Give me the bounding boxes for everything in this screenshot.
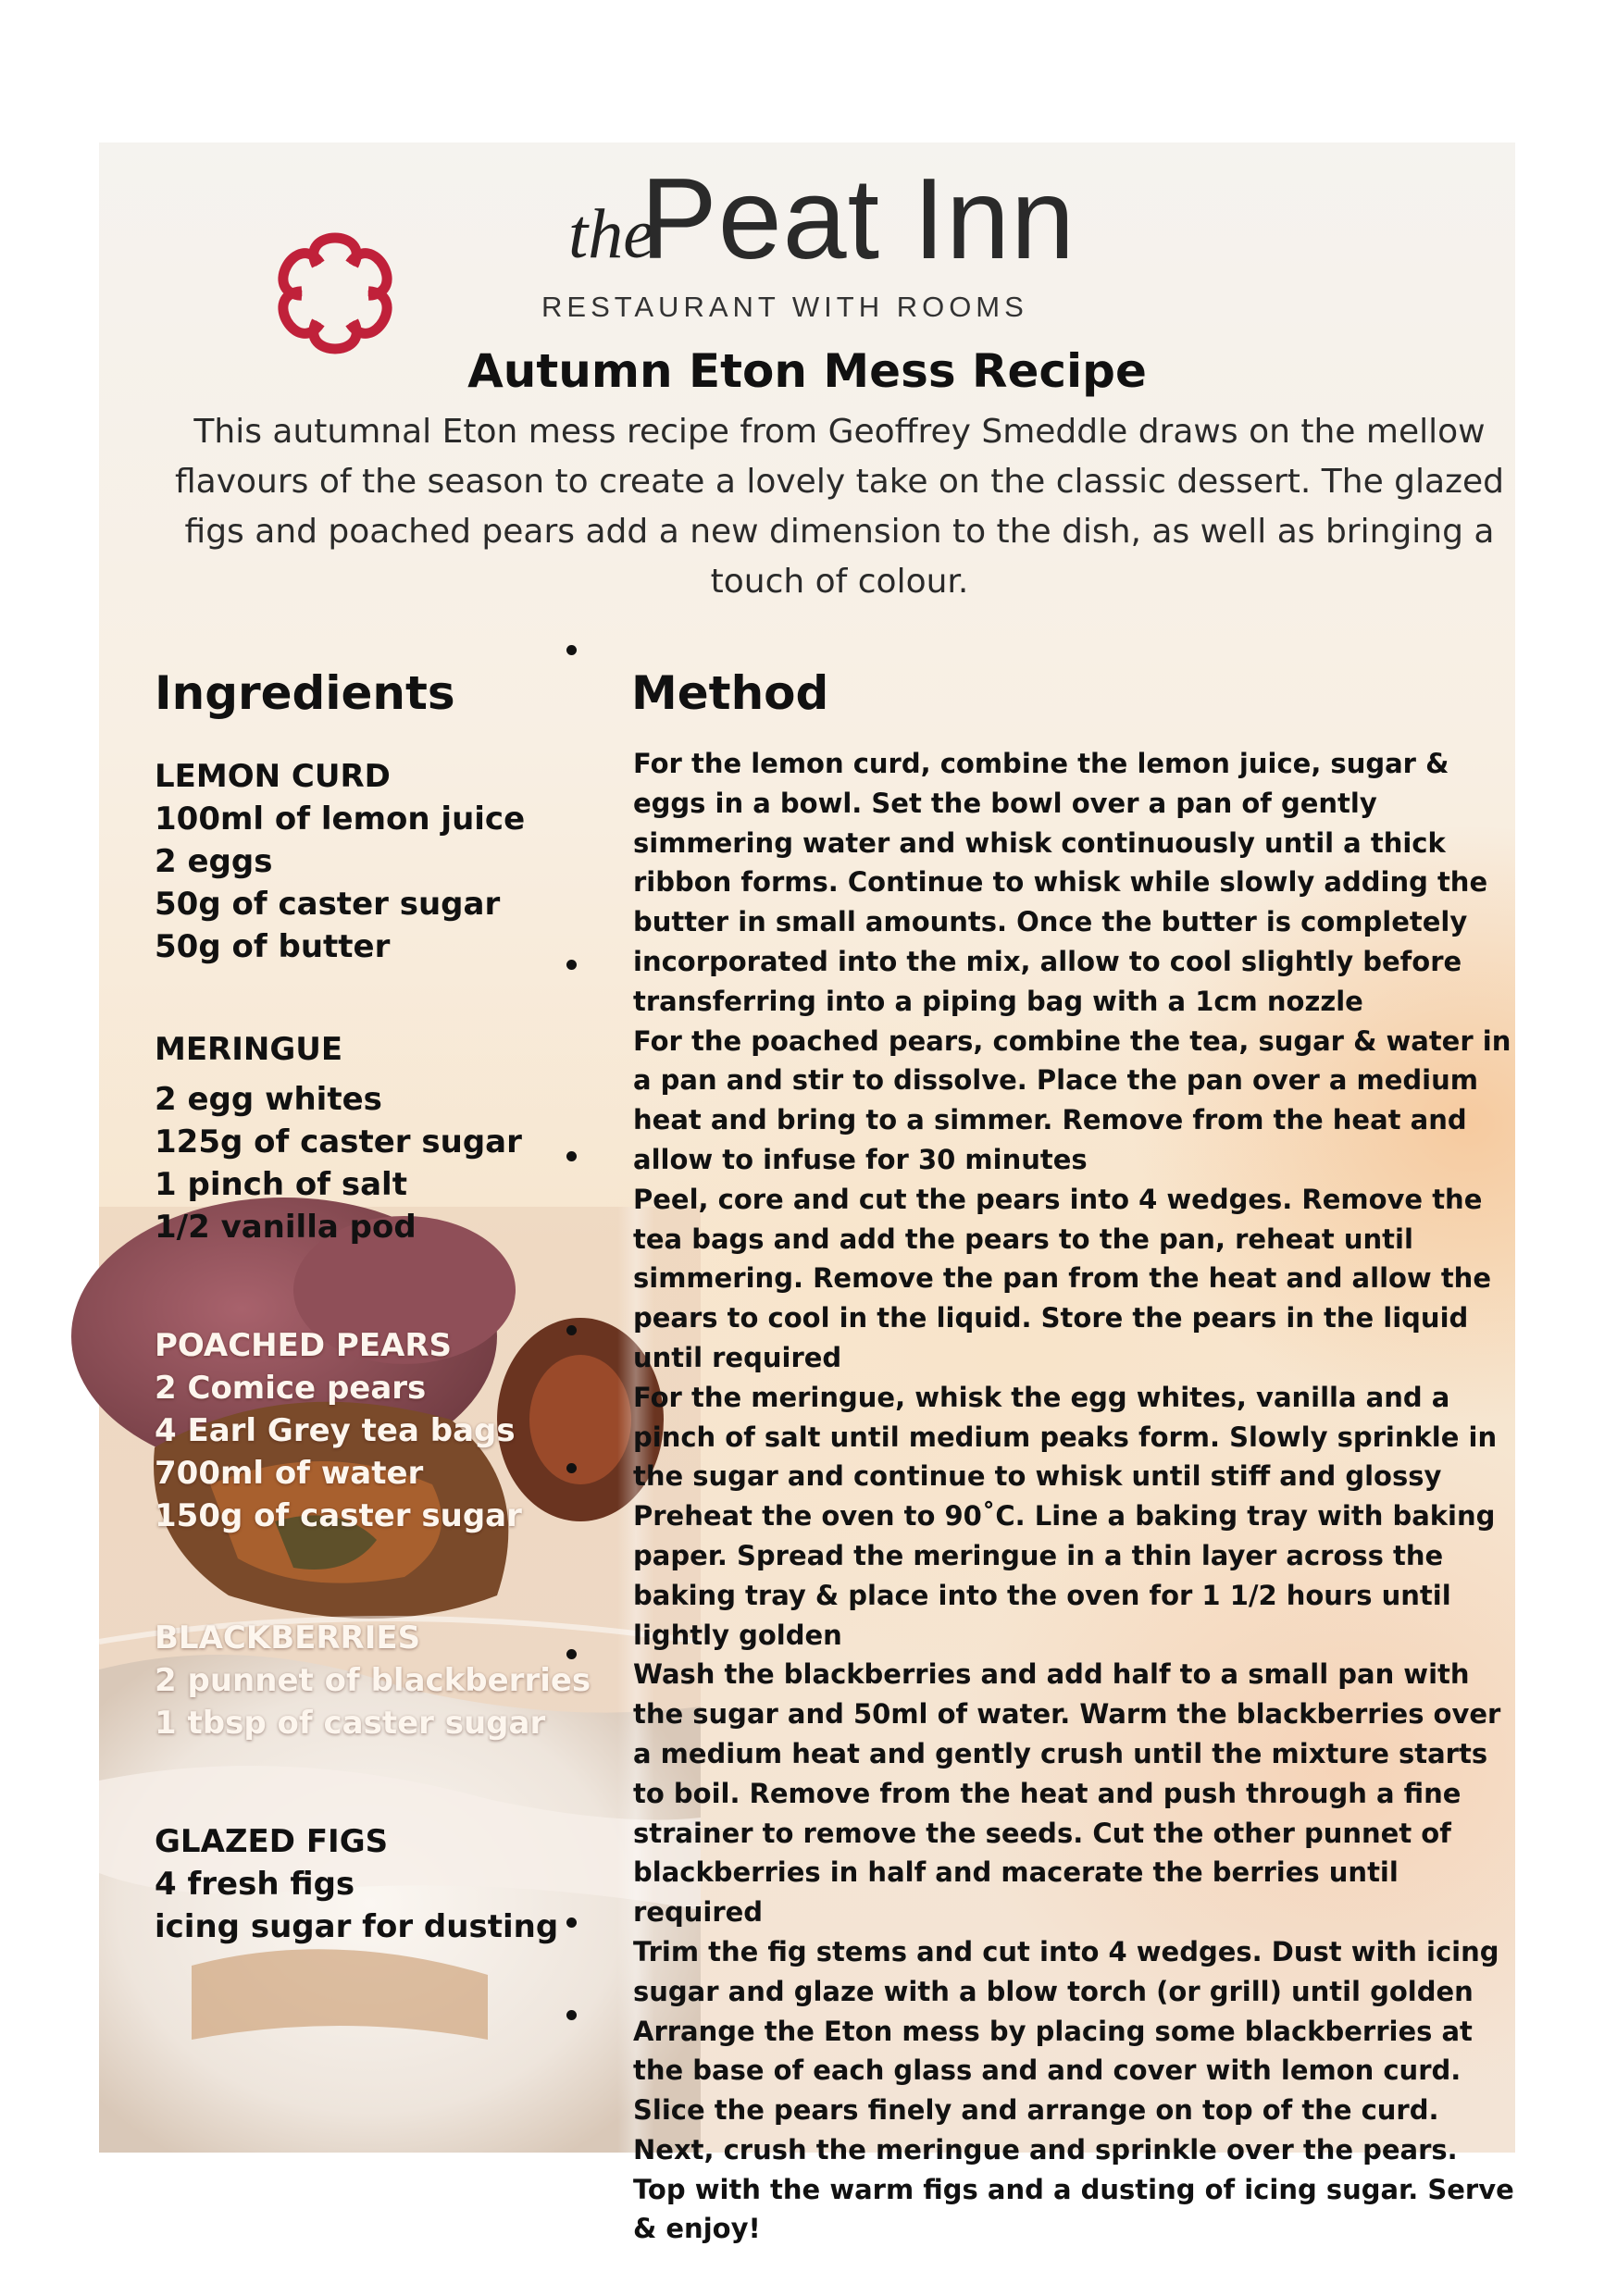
ingredient-group-meringue	[155, 1028, 636, 1248]
ingredient-item: 4 Earl Grey tea bags	[155, 1412, 516, 1449]
method-step: For the poached pears, combine the tea, sugar & water in a pan and stir to dissolve. Place the pan over a medium heat and bring to a simmer. Remove from the heat and allow to infuse for 30 minutes	[633, 1024, 1511, 1175]
bullet-dot	[566, 645, 577, 655]
ingredient-group-blackberries	[155, 1617, 636, 1744]
method-step: Peel, core and cut the pears into 4 wedges. Remove the tea bags and add the pears to the pan, reheat until simmering. Remove the pan from the heat and allow the pears to cool in the liquid. Store the pears in the liquid until required	[633, 1183, 1491, 1373]
method-step: Arrange the Eton mess by placing some blackberries at the base of each glass and and cover with lemon curd. Slice the pears finely and arrange on top of the curd. Next, crush the meringue and sprinkle over the pears. Top with the warm figs and a dusting of icing sugar. Serve & enjoy!	[633, 2015, 1514, 2245]
recipe-title: Autumn Eton Mess Recipe	[467, 344, 1147, 398]
ingredient-item: 125g of caster sugar	[155, 1123, 522, 1160]
bullet-dot	[566, 1151, 577, 1161]
recipe-intro: This autumnal Eton mess recipe from Geoffrey Smeddle draws on the mellow flavours of the season to create a lovely take on the classic dessert. The glazed figs and poached pears add a new dimension to the dish, as well as bringing a touch of colour.	[174, 413, 1504, 601]
method-step: For the meringue, whisk the egg whites, vanilla and a pinch of salt until medium peaks form. Slowly sprinkle in the sugar and continue to whisk until stiff and glossy	[633, 1381, 1498, 1493]
ingredient-group-glazed-figs	[155, 1820, 636, 1948]
logo-the: the	[568, 195, 654, 273]
ingredients-heading: Ingredients	[155, 666, 455, 720]
ingredient-group-lemon-curd	[155, 755, 636, 968]
group-title: LEMON CURD	[155, 758, 391, 795]
bullet-dot	[566, 1917, 577, 1928]
method-step: Wash the blackberries and add half to a small pan with the sugar and 50ml of water. Warm the blackberries over a medium heat and gently crush until the mixture starts to boil. Remove from the heat and push through a fine strainer to remove the seeds. Cut the other punnet of blackberries in half and macerate the berries until required	[633, 1658, 1501, 1929]
ingredient-item: icing sugar for dusting	[155, 1908, 559, 1945]
group-title: POACHED PEARS	[155, 1327, 453, 1364]
group-title: MERINGUE	[155, 1031, 343, 1068]
method-step: Trim the fig stems and cut into 4 wedges. Dust with icing sugar and glaze with a blow torch (or grill) until golden	[633, 1935, 1499, 2007]
bullet-dot	[566, 2010, 577, 2020]
bullet-dot	[566, 960, 577, 970]
recipe-card	[99, 143, 1515, 2245]
ingredient-item: 2 eggs	[155, 843, 273, 880]
ingredient-item: 2 egg whites	[155, 1081, 382, 1118]
ingredient-item: 100ml of lemon juice	[155, 800, 526, 838]
ingredient-item: 1 pinch of salt	[155, 1166, 407, 1203]
logo-subtitle: RESTAURANT WITH ROOMS	[541, 291, 1028, 323]
group-title: GLAZED FIGS	[155, 1823, 389, 1860]
group-title: BLACKBERRIES	[155, 1620, 421, 1657]
ingredient-item: 4 fresh figs	[155, 1866, 355, 1903]
logo-name: Peat Inn	[641, 155, 1076, 283]
method-heading: Method	[631, 666, 829, 720]
ingredient-item: 150g of caster sugar	[155, 1497, 522, 1534]
ingredient-item: 50g of butter	[155, 928, 391, 965]
ingredient-group-poached-pears	[155, 1324, 636, 1537]
bullet-dot	[566, 1463, 577, 1473]
method-step: For the lemon curd, combine the lemon juice, sugar & eggs in a bowl. Set the bowl over a pan of gently simmering water and whisk continuously until a thick ribbon forms. Continue to whisk while slowly adding the butter in small amounts. Once the butter is completely incorporated into the mix, allow to cool slightly before transferring into a piping bag with a 1cm nozzle	[633, 748, 1488, 1017]
ingredient-item: 2 punnet of blackberries	[155, 1662, 591, 1699]
method-step: Preheat the oven to 90˚C. Line a baking tray with baking paper. Spread the meringue in a thin layer across the baking tray & place into the oven for 1 1/2 hours until lightly golden	[633, 1500, 1496, 1651]
method-steps	[633, 744, 1517, 2249]
ingredient-item: 2 Comice pears	[155, 1370, 427, 1407]
ingredient-item: 1/2 vanilla pod	[155, 1209, 417, 1246]
ingredient-item: 50g of caster sugar	[155, 886, 501, 923]
ingredient-item: 1 tbsp of caster sugar	[155, 1705, 546, 1742]
bullet-dot	[566, 1649, 577, 1659]
ingredient-item: 700ml of water	[155, 1455, 424, 1492]
bullet-dot	[566, 1325, 577, 1335]
